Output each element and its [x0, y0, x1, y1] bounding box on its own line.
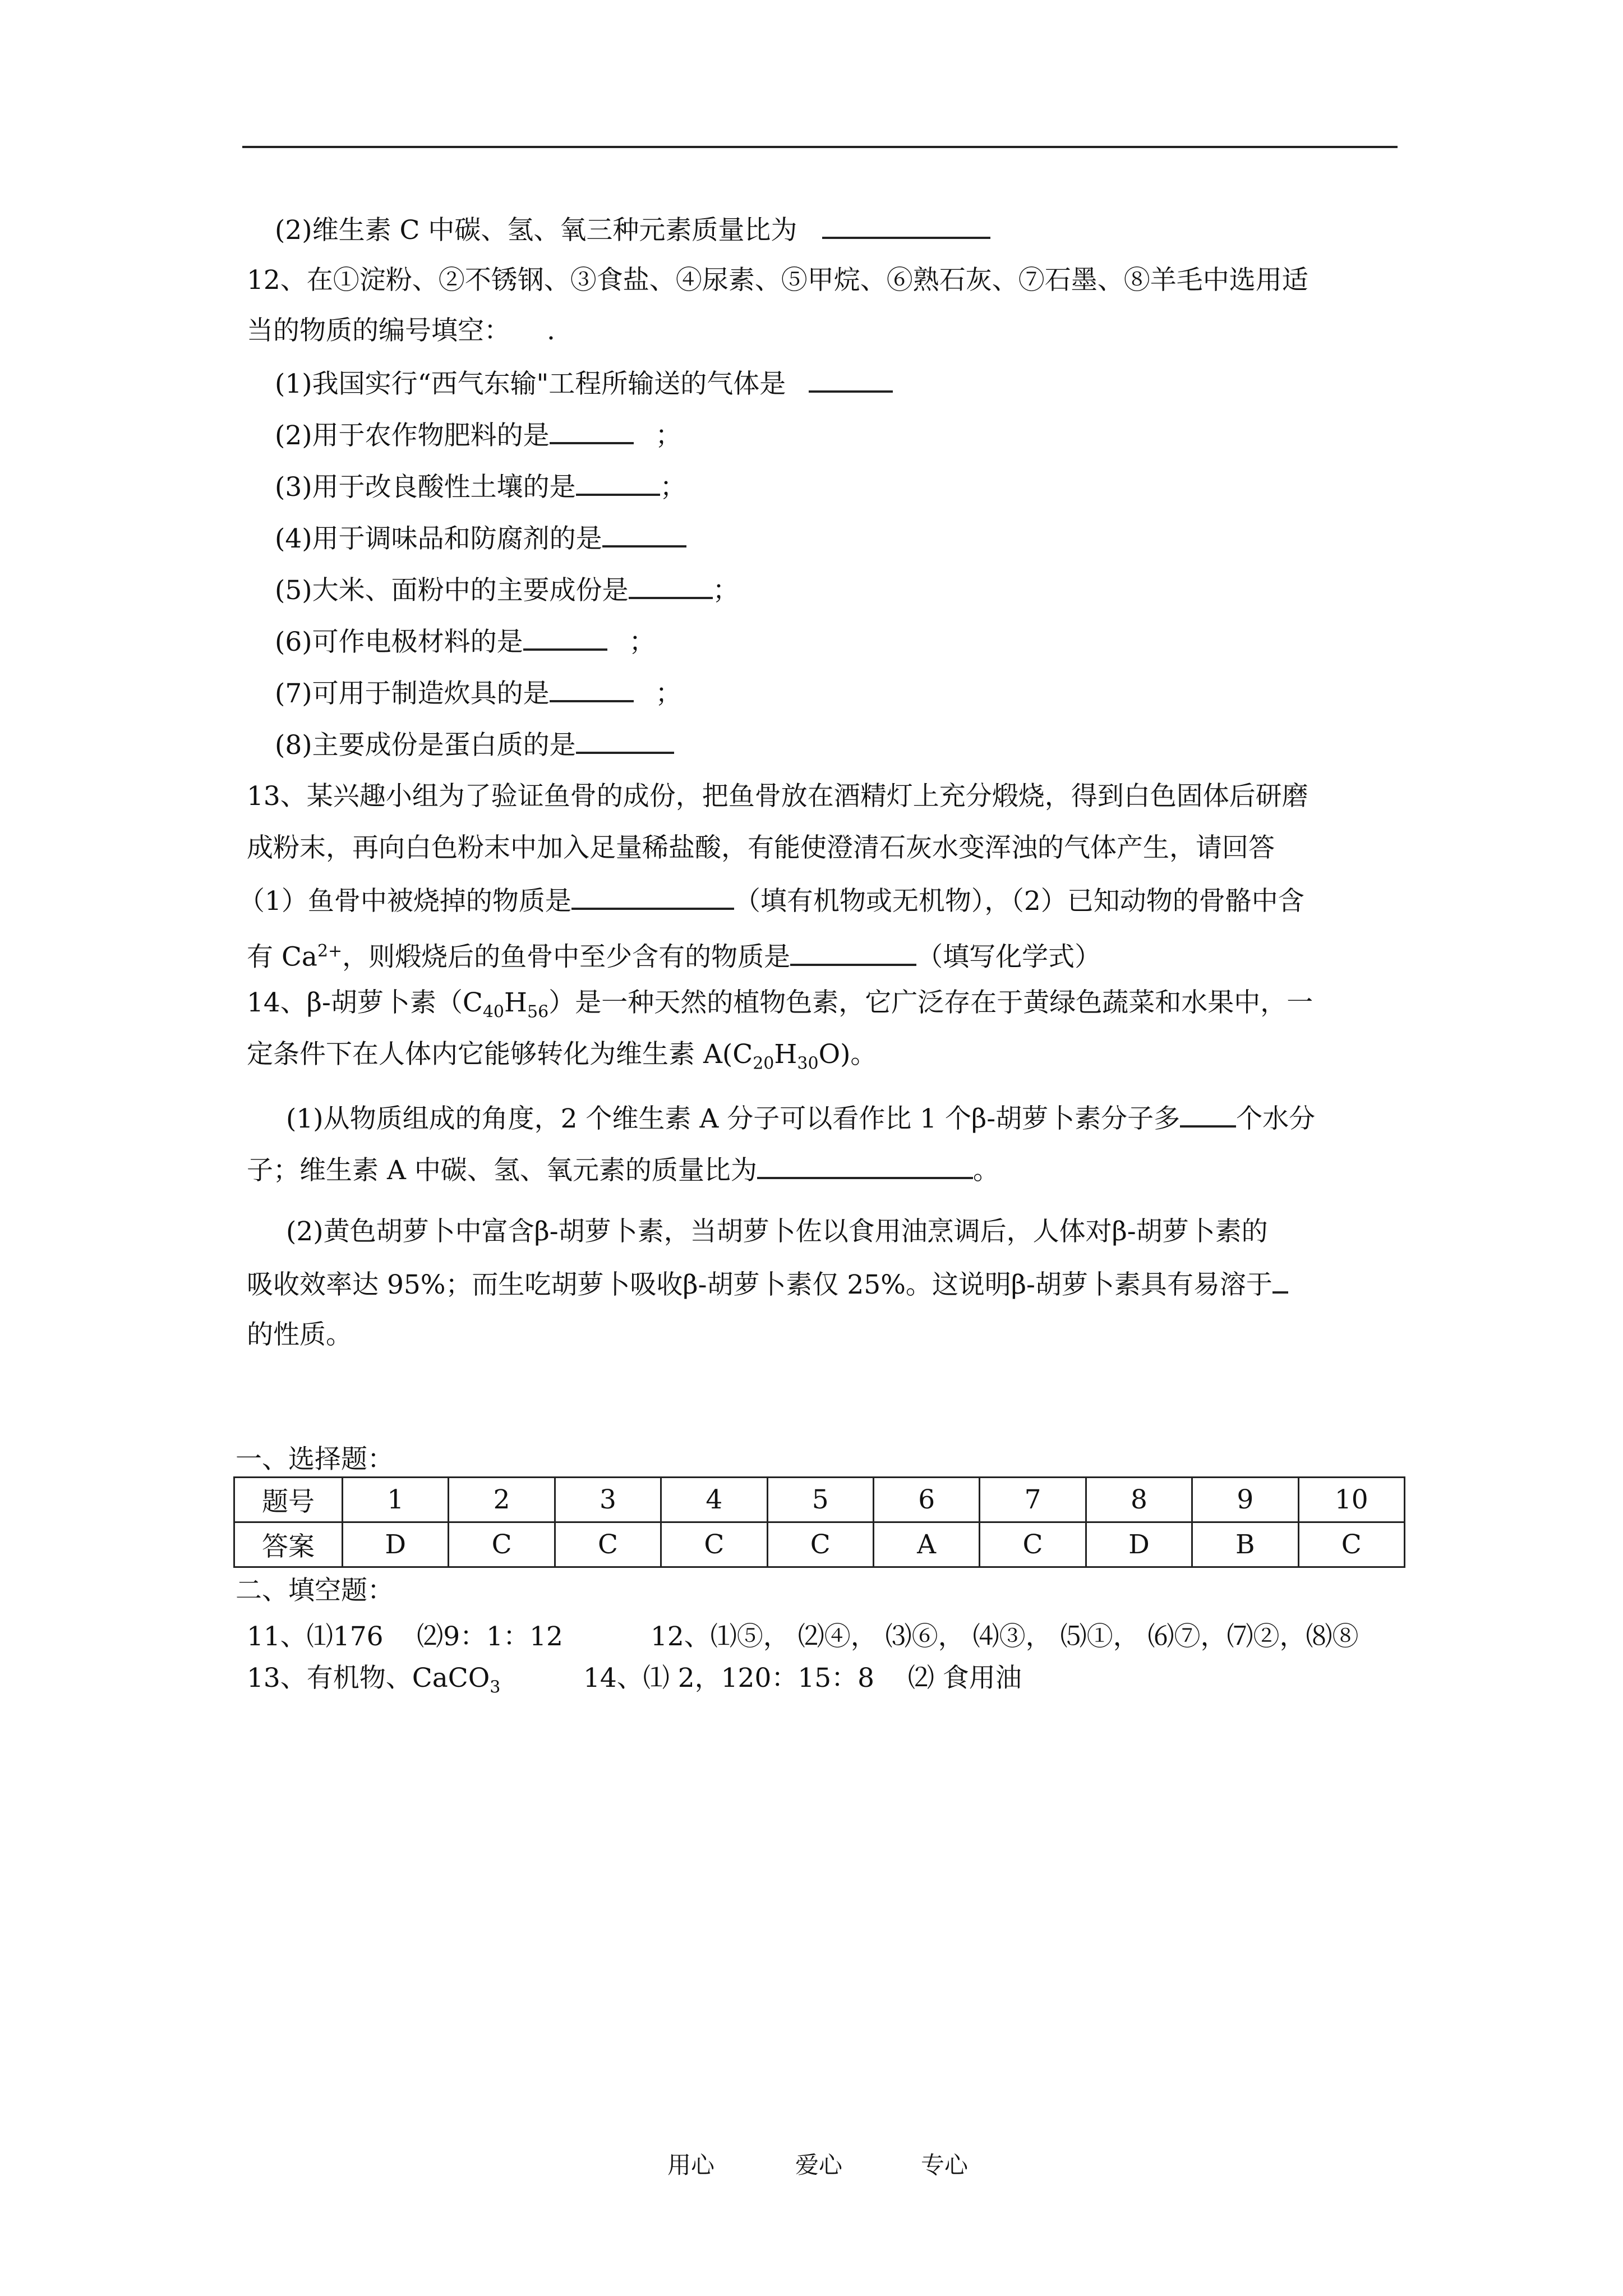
answer-blank [809, 366, 893, 393]
q12-item-4: (4)用于调味品和防腐剂的是 [275, 521, 686, 556]
q12-item-1: (1)我国实行“西气东输"工程所输送的气体是 [275, 366, 893, 401]
table-cell: B [1192, 1522, 1298, 1567]
answer-blank [550, 675, 634, 702]
answer-blank [629, 572, 713, 599]
header-rule [242, 146, 1398, 148]
table-cell: C [767, 1522, 873, 1567]
table-cell: C [1298, 1522, 1404, 1567]
table-cell: C [980, 1522, 1086, 1567]
answer-blank [790, 939, 916, 966]
table-cell: C [661, 1522, 767, 1567]
footer-text-3: 专心 [921, 2151, 969, 2179]
table-cell: C [555, 1522, 661, 1567]
q13-line1: 13、某兴趣小组为了验证鱼骨的成份，把鱼骨放在酒精灯上充分煅烧，得到白色固体后研磨 [247, 781, 1308, 812]
q12-item-6: (6)可作电极材料的是 ； [275, 624, 656, 659]
footer-text-1: 用心 [667, 2151, 715, 2179]
q13-line2: 成粉末，再向白色粉末中加入足量稀盐酸，有能使澄清石灰水变浑浊的气体产生，请回答 [247, 832, 1275, 863]
q12-intro-line2: 当的物质的编号填空： . [247, 315, 555, 346]
table-cell: 3 [555, 1478, 661, 1522]
answer-blank [1272, 1267, 1288, 1294]
table-cell: 4 [661, 1478, 767, 1522]
table-cell: C [449, 1522, 555, 1567]
answer-blank [550, 417, 634, 444]
table-cell: A [873, 1522, 979, 1567]
table-cell: D [1086, 1522, 1192, 1567]
answer-blank [523, 624, 607, 651]
answer-line-11: 11、⑴176 ⑵9：1：12 [247, 1621, 563, 1652]
table-cell: 5 [767, 1478, 873, 1522]
q14-line6: 吸收效率达 95%；而生吃胡萝卜吸收β-胡萝卜素仅 25%。这说明β-胡萝卜素具有易溶于 [247, 1267, 1288, 1302]
table-cell: 1 [343, 1478, 449, 1522]
q13-line4: 有 $Ca^{2+}$，则煅烧后的鱼骨中至少含有的物质是 （填写化学式） [247, 935, 1101, 974]
answer-line-12: 12、⑴⑤， ⑵④， ⑶⑥， ⑷③， ⑸①， ⑹⑦，⑺②，⑻⑧ [651, 1621, 1359, 1652]
footer-text-2: 爱心 [795, 2151, 843, 2179]
q12-item-2: (2)用于农作物肥料的是 ； [275, 417, 682, 453]
q14-line3: (1)从物质组成的角度，2 个维生素 A 分子可以看作比 1 个β-胡萝卜素分子多 个水分 [286, 1101, 1315, 1136]
q14-line7: 的性质。 [247, 1319, 352, 1350]
row-label: 答案 [234, 1522, 343, 1567]
q12-item-5: (5)大米、面粉中的主要成份是 ； [275, 572, 739, 608]
q12-item-7: (7)可用于制造炊具的是 ； [275, 675, 682, 711]
table-cell: 2 [449, 1478, 555, 1522]
table-cell: 9 [1192, 1478, 1298, 1522]
table-row [234, 1478, 1405, 1522]
q12-item-3: (3)用于改良酸性土壤的是 ； [275, 469, 686, 504]
table-cell: D [343, 1522, 449, 1567]
answer-blank [602, 521, 686, 547]
answer-blank [822, 212, 990, 239]
answer-line-14: 14、⑴ 2，120：15：8 ⑵ 食用油 [583, 1663, 1022, 1694]
q13-line3: （1）鱼骨中被烧掉的物质是 （填有机物或无机物），（2）已知动物的骨骼中含 [238, 883, 1304, 918]
answer-table [233, 1476, 1405, 1568]
row-label: 题号 [234, 1478, 343, 1522]
q12-item-8: (8)主要成份是蛋白质的是 [275, 727, 674, 762]
answer-blank [576, 469, 660, 496]
q14-line1: 14、β-胡萝卜素$(C_{40}H_{56})$是一种天然的植物色素，它广泛存在于黄绿色蔬菜和水果中，一 [247, 987, 1313, 1022]
answer-blank [757, 1152, 973, 1179]
answer-section-fill: 二、填空题： [236, 1575, 394, 1606]
q14-line5: (2)黄色胡萝卜中富含β-胡萝卜素，当胡萝卜佐以食用油烹调后，人体对β-胡萝卜素的 [286, 1216, 1268, 1247]
table-cell: 8 [1086, 1478, 1192, 1522]
answer-line-13: 13、有机物、CaCO$_3$ [247, 1663, 501, 1697]
answer-blank [1180, 1101, 1236, 1128]
q11-part2: (2)维生素 C 中碳、氢、氧三种元素质量比为 [275, 212, 990, 247]
answer-section-choice: 一、选择题： [236, 1444, 394, 1475]
answer-blank [571, 883, 734, 910]
table-cell: 6 [873, 1478, 979, 1522]
table-cell: 10 [1298, 1478, 1404, 1522]
answer-blank [576, 727, 674, 754]
q12-intro-line1: 12、在①淀粉、②不锈钢、③食盐、④尿素、⑤甲烷、⑥熟石灰、⑦石墨、⑧羊毛中选用适 [247, 265, 1308, 296]
q14-line4: 子；维生素 A 中碳、氢、氧元素的质量比为 。 [247, 1152, 999, 1188]
table-cell: 7 [980, 1478, 1086, 1522]
table-row [234, 1522, 1405, 1567]
q14-line2: 定条件下在人体内它能够转化为维生素 $A(C_{20}H_{30}O)$。 [247, 1039, 877, 1074]
